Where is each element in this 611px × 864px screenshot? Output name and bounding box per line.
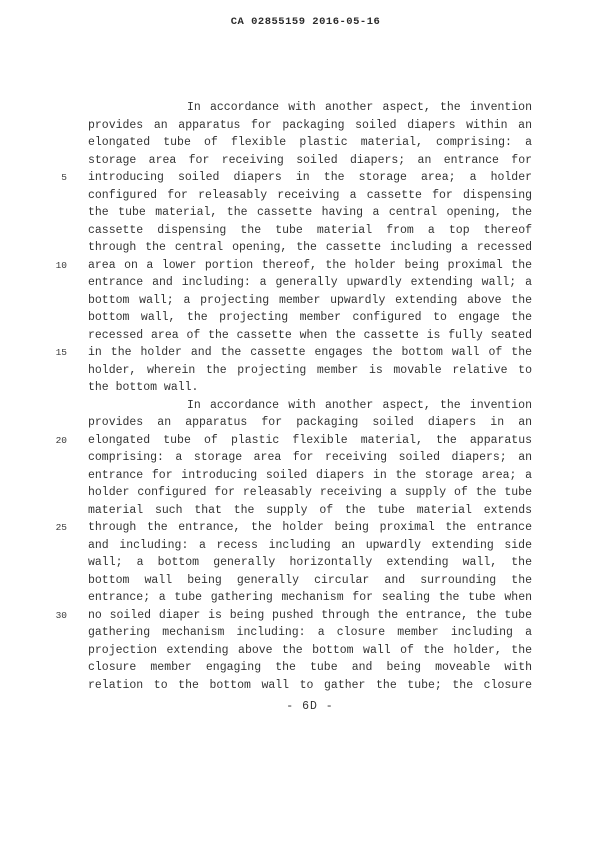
- text-line: the tube material, the cassette having a central opening, the: [88, 206, 532, 219]
- text-line-row: [0, 99, 611, 117]
- text-line-row: [0, 222, 611, 240]
- line-number: 20: [55, 434, 67, 446]
- text-line-row: [0, 677, 611, 695]
- text-line-row: [0, 607, 611, 625]
- line-number: 30: [55, 609, 67, 621]
- text-line-row: [0, 274, 611, 292]
- text-line: holder, wherein the projecting member is movable relative to: [88, 363, 532, 377]
- document-header: CA 02855159 2016-05-16: [230, 16, 381, 28]
- text-line: bottom wall; a projecting member upwardly extending above the: [88, 293, 532, 307]
- text-line: In accordance with another aspect, the invention: [187, 398, 532, 412]
- text-line: gathering mechanism including: a closure member including a: [88, 626, 532, 639]
- text-line-row: [0, 117, 611, 135]
- text-line-row: [0, 362, 611, 380]
- text-line-row: [0, 309, 611, 327]
- text-line: recessed area of the cassette when the cassette is fully seated: [88, 328, 532, 342]
- text-line: In accordance with another aspect, the invention: [187, 101, 532, 114]
- text-line-row: [0, 519, 611, 537]
- text-line-row: [0, 624, 611, 642]
- text-line: provides an apparatus for packaging soiled diapers in an: [88, 416, 532, 429]
- line-number: 15: [55, 347, 67, 358]
- text-line-row: [0, 484, 611, 502]
- page-number: - 6D -: [286, 700, 334, 713]
- text-line-row: [0, 449, 611, 467]
- line-number: 10: [55, 259, 67, 271]
- text-line: closure member engaging the tube and being moveable with: [88, 661, 532, 674]
- text-line-row: [0, 554, 611, 572]
- text-line-row: [0, 502, 611, 520]
- text-line-row: [0, 292, 611, 310]
- text-line-row: [0, 659, 611, 677]
- text-line: entrance and including: a generally upwardly extending wall; a: [88, 276, 532, 289]
- text-line: storage area for receiving soiled diapers; an entrance for: [88, 153, 532, 167]
- text-line-row: [0, 642, 611, 660]
- text-line: no soiled diaper is being pushed through the entrance, the tube: [88, 608, 532, 622]
- text-line: relation to the bottom wall to gather the tube; the closure: [88, 678, 532, 692]
- text-line-row: [0, 134, 611, 152]
- text-line-row: [0, 589, 611, 607]
- text-line: through the entrance, the holder being proximal the entrance: [88, 521, 532, 534]
- text-line: cassette dispensing the tube material from a top thereof: [88, 223, 532, 237]
- text-line: entrance for introducing soiled diapers in the storage area; a: [88, 468, 532, 482]
- text-line-row: [0, 257, 611, 275]
- text-line: bottom wall being generally circular and surrounding the: [88, 573, 532, 587]
- text-line: area on a lower portion thereof, the holder being proximal the: [88, 258, 532, 272]
- text-line: comprising: a storage area for receiving soiled diapers; an: [88, 451, 532, 464]
- text-line: in the holder and the cassette engages the bottom wall of the: [88, 346, 532, 359]
- line-number: 5: [61, 172, 67, 183]
- text-line-row: [0, 204, 611, 222]
- text-line-row: [0, 344, 611, 362]
- text-line-row: [0, 327, 611, 345]
- text-line: and including: a recess including an upwardly extending side: [88, 538, 532, 552]
- text-line-row: [0, 467, 611, 485]
- text-line: provides an apparatus for packaging soiled diapers within an: [88, 118, 532, 132]
- text-line: the bottom wall.: [88, 381, 199, 394]
- text-line-row: [0, 169, 611, 187]
- text-line-row: [0, 414, 611, 432]
- text-line: bottom wall, the projecting member configured to engage the: [88, 311, 532, 324]
- text-line-row: [0, 572, 611, 590]
- text-line-row: [0, 239, 611, 257]
- text-line: projection extending above the bottom wall of the holder, the: [88, 643, 532, 657]
- text-line: through the central opening, the cassette including a recessed: [88, 241, 532, 254]
- text-line: wall; a bottom generally horizontally extending wall, the: [88, 556, 532, 569]
- text-line-row: [0, 152, 611, 170]
- text-line-row: [0, 397, 611, 415]
- text-line-row: [0, 379, 611, 397]
- text-line: holder configured for releasably receiving a supply of the tube: [88, 486, 532, 499]
- text-line-row: [0, 432, 611, 450]
- text-line: introducing soiled diapers in the storage area; a holder: [88, 171, 532, 184]
- body-text-block: [0, 99, 611, 694]
- text-line-row: [0, 537, 611, 555]
- text-line-row: [0, 187, 611, 205]
- text-line: configured for releasably receiving a cassette for dispensing: [88, 188, 532, 202]
- line-number: 25: [55, 522, 67, 533]
- text-line: elongated tube of flexible plastic material, comprising: a: [88, 136, 532, 149]
- text-line: material such that the supply of the tube material extends: [88, 503, 532, 517]
- text-line: entrance; a tube gathering mechanism for sealing the tube when: [88, 591, 532, 604]
- text-line: elongated tube of plastic flexible material, the apparatus: [88, 433, 532, 447]
